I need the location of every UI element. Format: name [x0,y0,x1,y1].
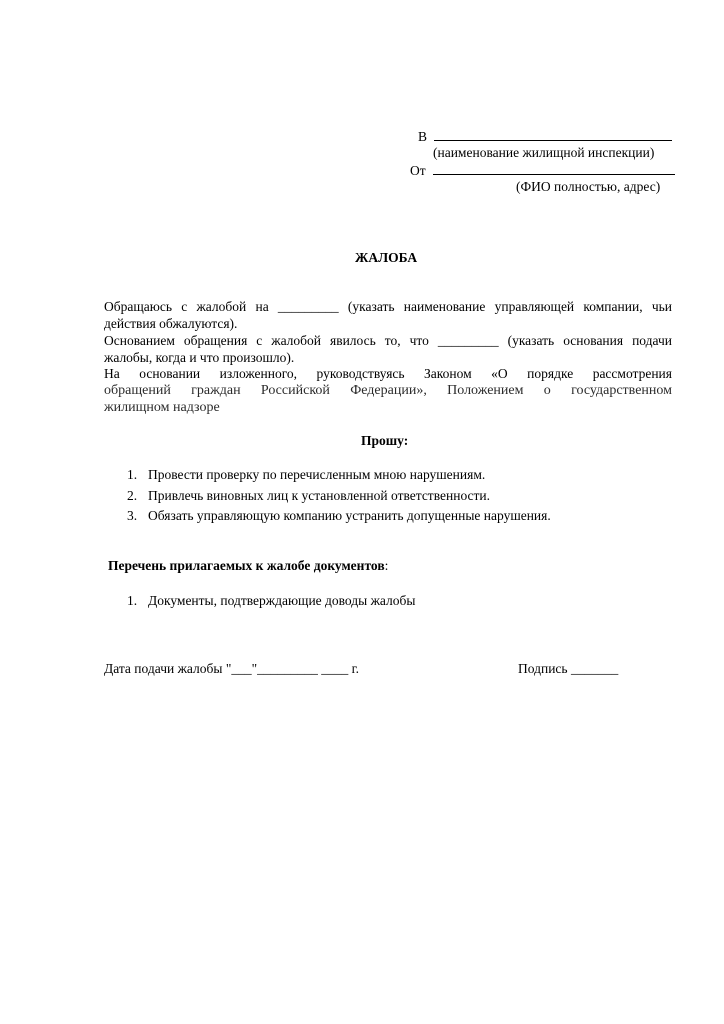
body-p3-line1-text: На основании изложенного, руководствуясь Законом «О порядке рассмотрения [104,366,672,381]
attachment-item-1 [127,593,416,609]
body-p1-line1: Обращаюсь с жалобой на _________ (указать наименование управляющей компании, чьи [104,299,672,314]
sender-caption: (ФИО полностью, адрес) [516,179,661,194]
body-p3-line2: обращений граждан Российской Федерации», Положением о государственном [104,383,672,398]
attachments-heading-suffix: : [384,558,389,573]
recipient-blank [434,128,672,141]
body-p2-line2: жалобы, когда и что произошло). [104,350,295,365]
attachment-item-1-text: Документы, подтверждающие доводы жалобы [148,593,416,608]
request-item-2-num: 2. [127,488,138,503]
request-item-3 [127,508,551,524]
attachments-heading-line [108,558,388,574]
document-title: ЖАЛОБА [355,250,418,265]
request-item-1-num: 1. [127,467,138,482]
request-item-3-num: 3. [127,508,138,523]
recipient-prefix: В [418,129,428,144]
body-p1-line2: действия обжалуются). [104,316,238,331]
recipient-line [418,128,672,145]
signature-field: Подпись _______ [518,661,619,676]
body-p3-line1 [104,366,672,382]
sender-line [410,162,675,179]
request-item-1 [127,467,486,483]
recipient-caption: (наименование жилищной инспекции) [433,145,655,160]
request-heading: Прошу: [361,433,409,448]
request-item-3-text: Обязать управляющую компанию устранить допущенные нарушения. [148,508,551,523]
request-item-2 [127,488,491,504]
sender-blank [433,162,675,175]
request-item-2-text: Привлечь виновных лиц к установленной ответственности. [148,488,491,503]
submission-date: Дата подачи жалобы "___"_________ ____ г. [104,661,359,676]
body-p3-line3: жилищном надзоре [104,400,220,415]
attachment-item-1-num: 1. [127,593,138,608]
attachments-heading: Перечень прилагаемых к жалобе документов [108,558,385,573]
body-p2-line1: Основанием обращения с жалобой явилось то, что _________ (указать основания подачи [104,333,672,348]
request-item-1-text: Провести проверку по перечисленным мною нарушениям. [148,467,486,482]
sender-prefix: От [410,163,426,178]
